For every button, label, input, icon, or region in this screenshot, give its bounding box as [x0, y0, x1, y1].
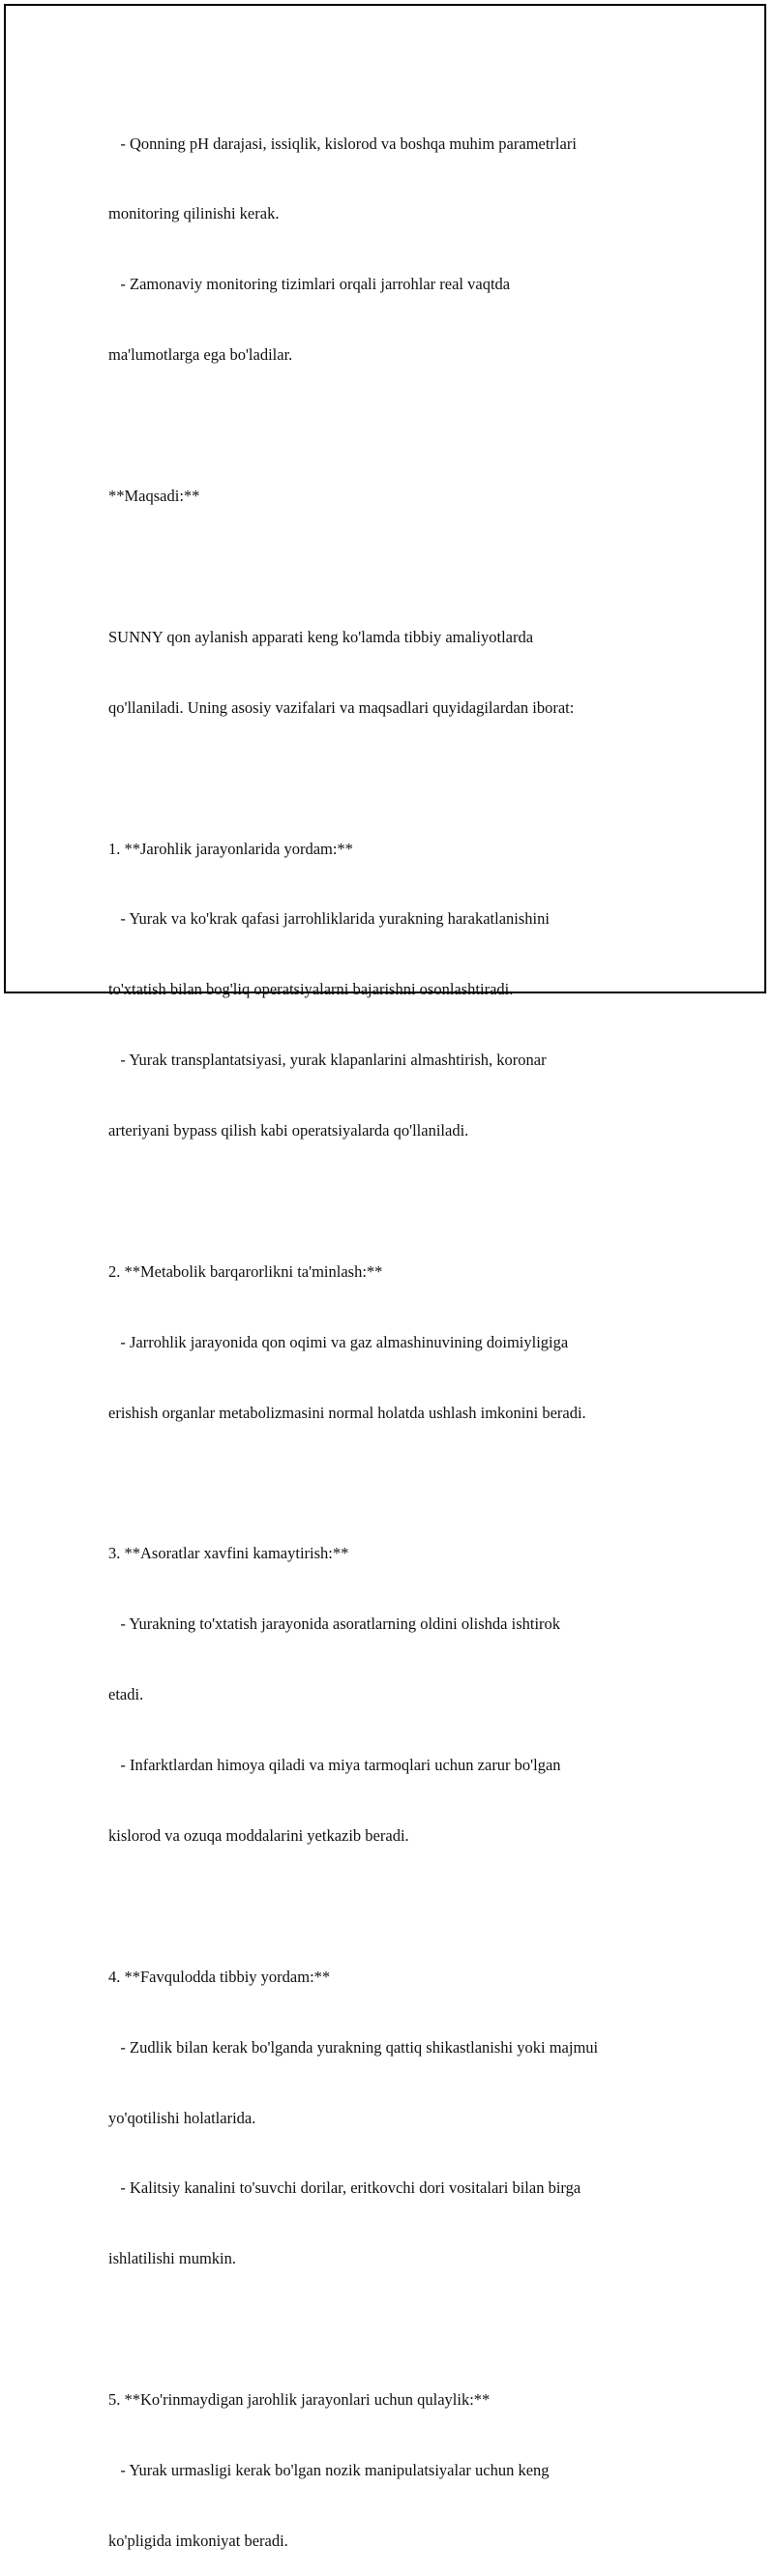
text-line: - Kalitsiy kanalini to'suvchi dorilar, eritkovchi dori vositalari bilan birga: [108, 2178, 581, 2198]
blank-line: [108, 767, 689, 790]
text-line: - Yurak urmasligi kerak bo'lgan nozik manipulatsiyalar uchun keng: [108, 2460, 550, 2479]
text-line: - Yurak transplantatsiyasi, yurak klapanlarini almashtirish, koronar: [108, 1051, 547, 1070]
blank-line: [108, 1472, 689, 1495]
text-line: qo'llaniladi. Uning asosiy vazifalari va maqsadlari quyidagilardan iborat:: [108, 697, 575, 717]
text-line: to'xtatish bilan bog'liq operatsiyalarni bajarishni osonlashtiradi.: [108, 980, 514, 999]
blank-line: [108, 2318, 689, 2341]
text-line: - Jarrohlik jarayonida qon oqimi va gaz almashinuvining doimiyligiga: [108, 1332, 569, 1351]
text-line: kislorod va ozuqa moddalarini yetkazib beradi.: [108, 1825, 409, 1845]
text-line: arteriyani bypass qilish kabi operatsiyalarda qo'llaniladi.: [108, 1121, 469, 1140]
list-item-heading: 3. **Asoratlar xavfini kamaytirish:**: [108, 1544, 349, 1563]
blank-line: [108, 555, 689, 578]
list-item-heading: 2. **Metabolik barqarorlikni ta'minlash:**: [108, 1261, 383, 1281]
text-line: yo'qotilishi holatlarida.: [108, 2108, 256, 2127]
text-line: etadi.: [108, 1685, 144, 1704]
blank-line: [108, 414, 689, 437]
text-line: - Yurak va ko'krak qafasi jarrohliklarida yurakning harakatlanishini: [108, 909, 550, 929]
list-item-heading: 4. **Favqulodda tibbiy yordam:**: [108, 1967, 331, 1986]
text-line: ko'pligida imkoniyat beradi.: [108, 2531, 288, 2550]
text-line: SUNNY qon aylanish apparati keng ko'lamda tibbiy amaliyotlarda: [108, 627, 534, 646]
list-item-heading: 5. **Ko'rinmaydigan jarohlik jarayonlari uchun qulaylik:**: [108, 2390, 491, 2410]
text-line: ma'lumotlarga ega bo'ladilar.: [108, 345, 293, 365]
blank-line: [108, 1895, 689, 1918]
text-line: ishlatilishi mumkin.: [108, 2249, 237, 2268]
list-item-heading: 1. **Jarohlik jarayonlarida yordam:**: [108, 839, 353, 858]
document-body: [108, 85, 689, 2576]
section-heading: **Maqsadi:**: [108, 487, 200, 506]
text-line: - Zudlik bilan kerak bo'lganda yurakning qattiq shikastlanishi yoki majmui: [108, 2037, 599, 2057]
text-line: monitoring qilinishi kerak.: [108, 204, 280, 223]
text-line: erishish organlar metabolizmasini normal holatda ushlash imkonini beradi.: [108, 1403, 586, 1422]
text-line: - Infarktlardan himoya qiladi va miya tarmoqlari uchun zarur bo'lgan: [108, 1756, 561, 1775]
text-line: - Yurakning to'xtatish jarayonida asoratlarning oldini olishda ishtirok: [108, 1614, 561, 1634]
blank-line: [108, 1190, 689, 1213]
text-line: - Qonning pH darajasi, issiqlik, kislorod va boshqa muhim parametrlari: [108, 133, 577, 153]
text-line: - Zamonaviy monitoring tizimlari orqali jarrohlar real vaqtda: [108, 275, 511, 294]
